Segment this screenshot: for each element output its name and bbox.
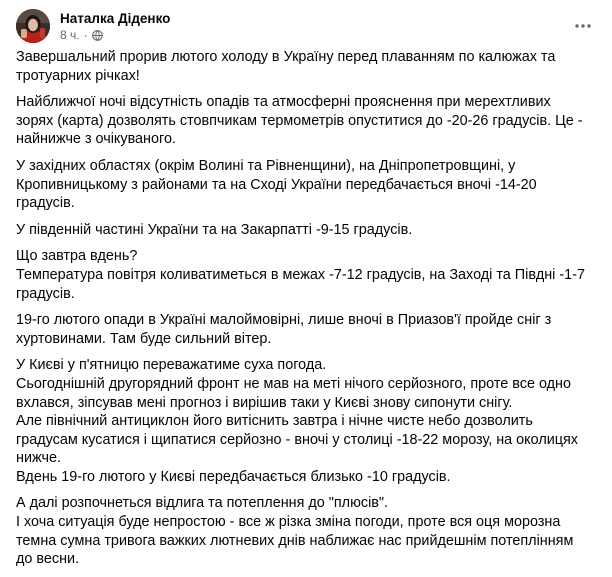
post-paragraph: Завершальний прорив лютого холоду в Україну перед плаванням по калюжах та тротуарних річках! (16, 49, 556, 84)
post-timestamp[interactable]: 8 ч. (60, 28, 80, 42)
post-paragraph: У Києві у п'ятницю переважатиме суха погода. Сьогоднішній другорядний фронт не мав на меті нічого серйозного, проте все одно вхлався, зіпсував мені прогноз і вирішив таки у Києві знову сипонути снігу. Але північний антициклон його витіснить завтра і нічне чисте небо дозволить градусам кусатися і щипатися серйозно - вночі у столиці -18-22 морозу, на околицях нижче. Вдень 19-го лютого у Києві передбачається близько -10 градусів. (16, 357, 578, 485)
post-header (16, 9, 596, 43)
post-body (16, 48, 586, 577)
author-name[interactable]: Наталка Діденко (60, 11, 171, 26)
post-paragraph: А далі розпочнеться відлига та потеплення до "плюсів". І хоча ситуація буде непростою - все ж різка зміна погоди, проте вся оця морозна темна сумна тривога важких лютневих днів наближає нас прийдешнім потеплінням до весни. (16, 495, 574, 568)
avatar-image (16, 9, 50, 43)
post-paragraph: Що завтра вдень? Температура повітря коливатиметься в межах -7-12 градусів, на Заході та Півдні -1-7 градусів. (16, 248, 585, 302)
post-paragraph: 19-го лютого опади в Україні малоймовірні, лише вночі в Приазов'ї пройде сніг з хуртовинами. Там буде сильний вітер. (16, 312, 552, 347)
post-paragraph: У західних областях (окрім Волині та Рівненщини), на Дніпропетровщині, у Кропивницькому з районами та на Сході України передбачається вночі -14-20 градусів. (16, 157, 537, 212)
more-horizontal-icon (575, 24, 591, 28)
post-meta (60, 28, 103, 42)
profile-avatar[interactable] (16, 9, 50, 43)
post-paragraph: У південній частині України та на Закарпатті -9-15 градусів. (16, 221, 413, 238)
post-paragraph: Найближчої ночі відсутність опадів та атмосферні прояснення при мерехтливих зорях (карта) дозволять стовпчикам термометрів опуститися до -20-26 градусів. Це - найнижче з очікуваного. (16, 94, 583, 148)
globe-icon[interactable] (92, 30, 103, 41)
meta-separator: · (83, 28, 88, 42)
more-options-button[interactable] (570, 13, 596, 39)
